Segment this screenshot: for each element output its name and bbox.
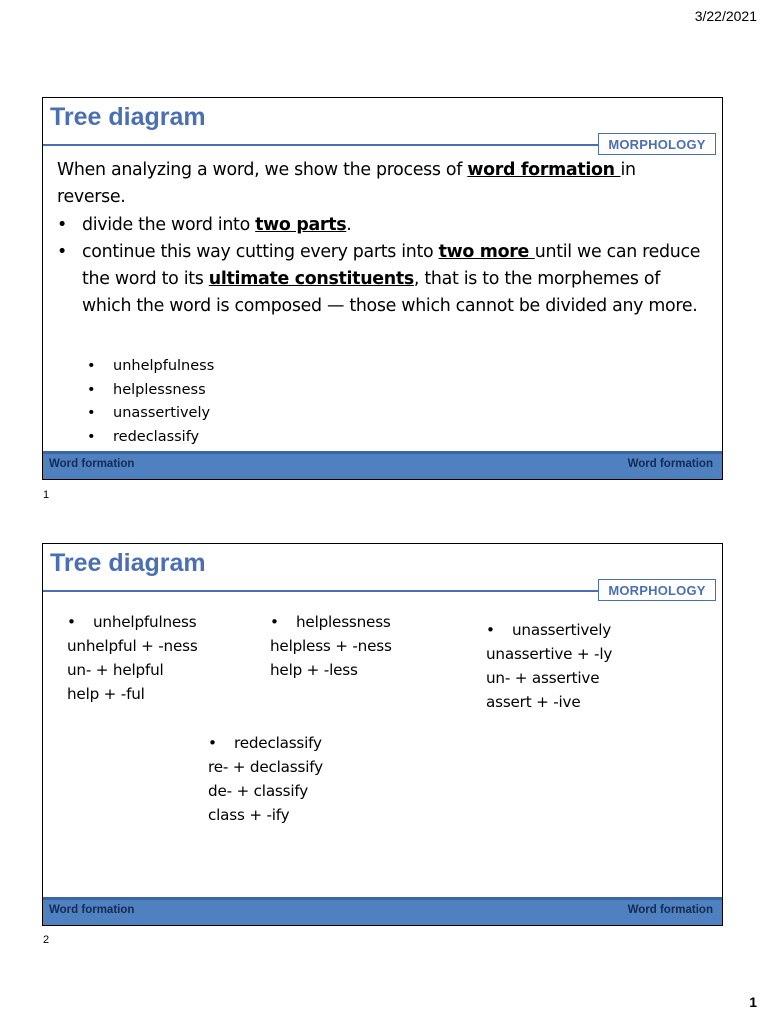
slide-title: Tree diagram: [50, 103, 206, 131]
breakdown-step: un- + assertive: [486, 669, 600, 687]
breakdown-step: assert + -ive: [486, 693, 581, 711]
bullet-icon: •: [57, 214, 67, 235]
list-item: • helplessness: [87, 379, 214, 403]
topic-badge: MORPHOLOGY: [598, 579, 716, 601]
bullet-icon: •: [87, 381, 96, 398]
breakdown-step: class + -ify: [208, 806, 290, 824]
footer-left: Word formation: [49, 458, 135, 470]
title-divider: [43, 144, 599, 146]
breakdown-step: de- + classify: [208, 782, 309, 800]
intro-paragraph: When analyzing a word, we show the process of word formation in reverse.: [57, 160, 636, 208]
slide-title: Tree diagram: [50, 549, 206, 577]
breakdown-helplessness: [270, 610, 392, 682]
bullet-icon: •: [87, 405, 96, 422]
breakdown-step: unassertive + -ly: [486, 645, 613, 663]
bullet-icon: •: [67, 613, 76, 631]
breakdown-step: unhelpful + -ness: [67, 637, 198, 655]
footer-left: Word formation: [49, 904, 135, 916]
breakdown-unhelpfulness: [67, 610, 198, 706]
list-item: • redeclassify: [87, 426, 214, 450]
breakdown-unassertively: [486, 618, 612, 714]
bullet-icon: •: [87, 358, 96, 374]
breakdown-step: re- + declassify: [208, 758, 323, 776]
breakdown-step: help + -less: [270, 661, 358, 679]
footer-right: Word formation: [627, 458, 713, 470]
slide-1: [42, 97, 723, 480]
print-date: 3/22/2021: [694, 8, 757, 24]
word-heading: • unhelpfulness: [67, 610, 198, 634]
bullet-icon: •: [486, 621, 495, 639]
breakdown-step: un- + helpful: [67, 661, 164, 679]
breakdown-redeclassify: [208, 731, 323, 827]
slide-body: [57, 157, 707, 321]
slide-number: 1: [43, 489, 50, 501]
bullet-icon: •: [270, 613, 279, 631]
bullet-item: • continue this way cutting every parts into two more until we can reduce the word to its ultimate constituents, that is to the morphemes of which the word is composed — those which cannot be divided any more.: [57, 239, 707, 321]
slide-number: 2: [43, 934, 50, 946]
word-heading: • redeclassify: [208, 731, 323, 755]
title-divider: [43, 590, 599, 592]
bullet-icon: •: [87, 428, 96, 445]
bullet-item: • divide the word into two parts.: [57, 212, 707, 239]
page-number: 1: [749, 994, 757, 1010]
example-list: [87, 355, 214, 449]
footer-right: Word formation: [627, 904, 713, 916]
breakdown-step: helpless + -ness: [270, 637, 392, 655]
word-heading: • unassertively: [486, 618, 612, 642]
list-item: • unassertively: [87, 402, 214, 426]
slide-2: [42, 543, 723, 926]
bullet-icon: •: [208, 734, 217, 752]
list-item: • unhelpfulness: [87, 355, 214, 379]
topic-badge: MORPHOLOGY: [598, 133, 716, 155]
bullet-icon: •: [57, 241, 67, 262]
word-heading: • helplessness: [270, 610, 392, 634]
breakdown-step: help + -ful: [67, 685, 145, 703]
slide-footer: [43, 451, 722, 479]
slide-footer: [43, 897, 722, 925]
